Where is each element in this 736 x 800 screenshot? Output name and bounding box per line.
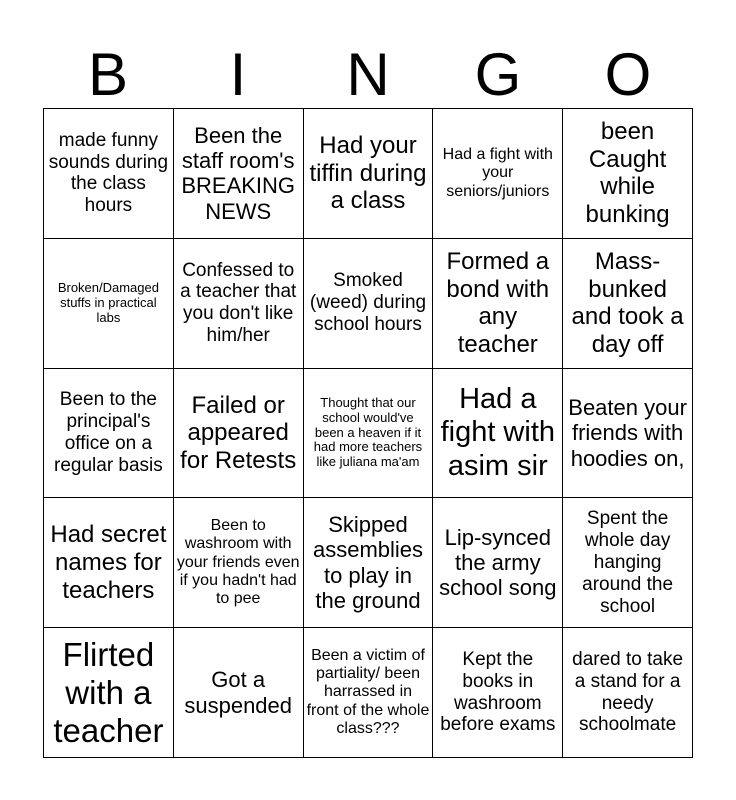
bingo-cell[interactable] <box>433 109 563 239</box>
cell-text: Mass-bunked and took a day off <box>571 248 684 358</box>
bingo-cell[interactable] <box>174 239 304 369</box>
cell-text: Smoked (weed) during school hours <box>309 270 427 336</box>
cell-text: Had a fight with asim sir <box>440 382 556 482</box>
cell-text: Had secret names for teachers <box>50 521 167 604</box>
bingo-board <box>43 108 693 758</box>
bingo-cell[interactable] <box>563 109 693 239</box>
header-letter-g: G <box>474 41 522 108</box>
cell-text: Confessed to a teacher that you don't like him/her <box>180 259 297 347</box>
bingo-cell[interactable] <box>304 628 434 758</box>
bingo-cell[interactable] <box>433 628 563 758</box>
bingo-cell[interactable] <box>563 498 693 628</box>
bingo-header <box>43 41 693 108</box>
cell-text: Flirted with a teacher <box>53 635 164 749</box>
cell-text: Been the staff room's BREAKING NEWS <box>181 122 296 224</box>
bingo-cell[interactable] <box>44 239 174 369</box>
cell-text: dared to take a stand for a needy schoolmate <box>572 648 684 736</box>
cell-text: Beaten your friends with hoodies on, <box>568 395 687 471</box>
bingo-cell[interactable] <box>174 109 304 239</box>
bingo-cell[interactable] <box>44 498 174 628</box>
bingo-cell[interactable] <box>304 109 434 239</box>
cell-text: Been to washroom with your friends even if you hadn't had to pee <box>176 516 300 608</box>
cell-text: Had a fight with your seniors/juniors <box>442 145 553 200</box>
bingo-cell[interactable] <box>174 628 304 758</box>
header-letter-i: I <box>229 41 247 108</box>
cell-text: Formed a bond with any teacher <box>446 248 550 358</box>
header-letter-o: O <box>604 41 652 108</box>
bingo-cell[interactable] <box>44 369 174 499</box>
cell-text: Kept the books in washroom before exams <box>440 648 556 736</box>
header-letter-b: B <box>87 41 129 108</box>
bingo-cell[interactable] <box>433 369 563 499</box>
bingo-cell[interactable] <box>563 369 693 499</box>
bingo-cell[interactable] <box>174 369 304 499</box>
cell-text: Thought that our school would've been a heaven if it had more teachers like juliana ma'am <box>313 394 423 470</box>
cell-text: Been a victim of partiality/ been harrassed in front of the whole class??? <box>306 646 430 738</box>
cell-text: Lip-synced the army school song <box>439 524 557 601</box>
bingo-cell[interactable] <box>304 369 434 499</box>
cell-text: Been to the principal's office on a regular basis <box>54 389 163 476</box>
cell-text: Failed or appeared for Retests <box>180 391 297 474</box>
bingo-cell[interactable] <box>44 109 174 239</box>
cell-text: Skipped assemblies to play in the ground <box>312 512 424 614</box>
bingo-cell[interactable] <box>433 498 563 628</box>
bingo-cell[interactable] <box>304 239 434 369</box>
cell-text: been Caught while bunking <box>585 118 670 228</box>
bingo-cell[interactable] <box>44 628 174 758</box>
header-letter-n: N <box>346 41 390 108</box>
bingo-cell[interactable] <box>563 628 693 758</box>
cell-text: made funny sounds during the class hours <box>48 129 169 217</box>
bingo-cell[interactable] <box>563 239 693 369</box>
cell-text: Broken/Damaged stuffs in practical labs <box>57 279 159 325</box>
cell-text: Had your tiffin during a class <box>309 132 427 215</box>
bingo-cell[interactable] <box>174 498 304 628</box>
bingo-cell[interactable] <box>304 498 434 628</box>
cell-text: Got a suspended <box>184 667 293 718</box>
cell-text: Spent the whole day hanging around the school <box>582 508 674 617</box>
bingo-cell[interactable] <box>433 239 563 369</box>
